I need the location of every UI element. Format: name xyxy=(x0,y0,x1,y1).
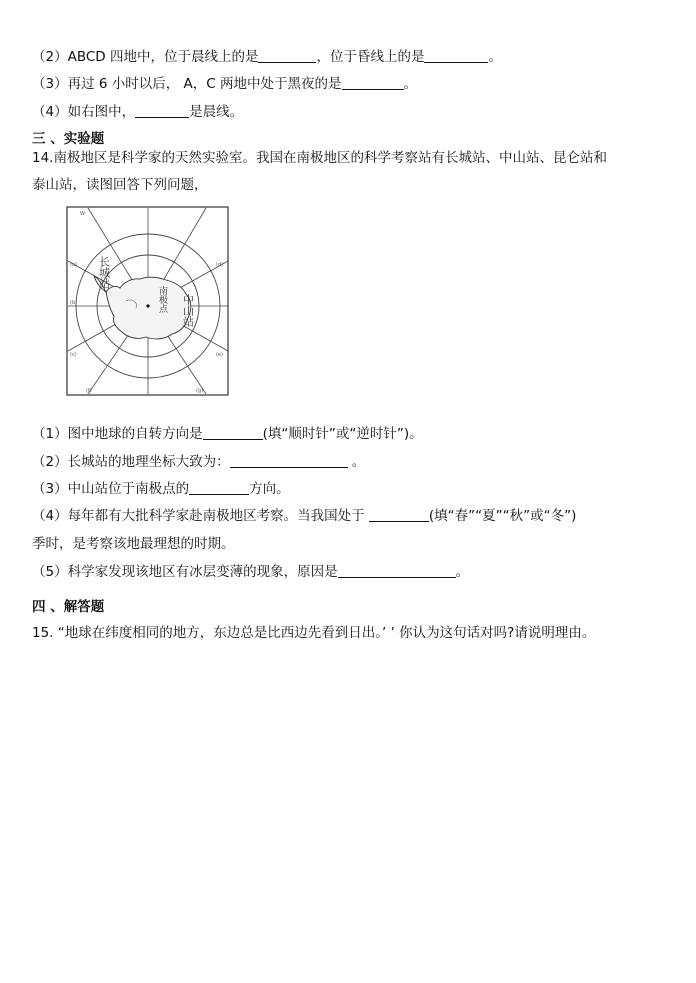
q14-sub-2-prefix: （2）长城站的地理坐标大致为： xyxy=(32,454,230,470)
section-4-title: 四 、解答题 xyxy=(32,599,105,615)
answer-blank[interactable] xyxy=(189,480,249,495)
answer-blank[interactable] xyxy=(203,425,263,440)
antarctica-map xyxy=(66,206,229,396)
q-prev-item-4 xyxy=(32,103,243,121)
q14-sub-3 xyxy=(32,480,290,498)
q-prev-item-2-prefix: （2）ABCD 四地中，位于晨线上的是 xyxy=(32,49,259,65)
q-prev-item-4-suffix: 是晨线。 xyxy=(189,104,244,120)
map-tick-label: (g) xyxy=(196,388,204,394)
map-tick-label: (d) xyxy=(216,262,224,268)
q14-sub-4 xyxy=(32,507,576,525)
zhongshan-station-label: 中山站 xyxy=(181,294,195,327)
q14-sub-3-prefix: （3）中山站位于南极点的 xyxy=(32,481,190,497)
q14-sub-5 xyxy=(32,563,469,581)
q-prev-item-2-suffix: 。 xyxy=(488,49,502,65)
answer-blank[interactable] xyxy=(338,563,456,578)
q14-sub-4-prefix: （4）每年都有大批科学家赴南极地区考察。当我国处于 xyxy=(32,508,369,524)
map-tick-label: (c) xyxy=(70,352,77,358)
answer-blank[interactable] xyxy=(230,453,348,468)
south-pole-point xyxy=(146,304,149,307)
answer-blank[interactable] xyxy=(369,507,429,522)
map-tick-label: (e) xyxy=(216,352,223,358)
antarctica-map-svg xyxy=(66,206,229,396)
q14-sub-4-line-2: 季时，是考察该地最理想的时期。 xyxy=(32,536,235,552)
q14-sub-1-suffix: (填“顺时针”或“逆时针”)。 xyxy=(262,426,423,442)
answer-blank[interactable] xyxy=(342,75,404,90)
south-pole-label: 南极点 xyxy=(157,286,167,313)
q14-stem-line-2: 泰山站，读图回答下列问题， xyxy=(32,177,208,193)
answer-blank[interactable] xyxy=(424,48,488,63)
answer-blank[interactable] xyxy=(135,103,189,118)
q14-sub-1 xyxy=(32,425,423,443)
q14-sub-1-prefix: （1）图中地球的自转方向是 xyxy=(32,426,203,442)
map-tick-label: W xyxy=(80,211,85,217)
q14-sub-2-suffix: 。 xyxy=(347,454,366,470)
changcheng-station-label: 长城站 xyxy=(97,256,111,289)
q14-sub-5-suffix: 。 xyxy=(455,564,470,580)
q-prev-item-2 xyxy=(32,48,502,66)
q-prev-item-2-mid: ，位于昏线上的是 xyxy=(316,49,425,65)
q-prev-item-3-suffix: 。 xyxy=(403,76,418,92)
section-3-title: 三 、实验题 xyxy=(32,131,105,147)
map-tick-label: (a) xyxy=(70,262,77,268)
q14-sub-3-suffix: 方向。 xyxy=(249,481,290,497)
q14-sub-4-suffix: (填“春”“夏”“秋”或“冬”) xyxy=(428,508,577,524)
q14-sub-5-prefix: （5）科学家发现该地区有冰层变薄的现象，原因是 xyxy=(32,564,338,580)
q-prev-item-4-prefix: （4）如右图中， xyxy=(32,104,136,120)
q14-stem-line-1: 14.南极地区是科学家的天然实验室。我国在南极地区的科学考察站有长城站、中山站、昆仑站和 xyxy=(32,150,607,166)
map-tick-label: (b) xyxy=(70,300,78,306)
q-prev-item-3-prefix: （3）再过 6 小时以后， A，C 两地中处于黑夜的是 xyxy=(32,76,342,92)
q-prev-item-3 xyxy=(32,75,417,93)
q15-stem: 15. “地球在纬度相同的地方，东边总是比西边先看到日出。’ ’ 你认为这句话对吗?请说明理由。 xyxy=(32,625,596,641)
answer-blank[interactable] xyxy=(258,48,316,63)
map-tick-label: (f) xyxy=(86,388,92,394)
q14-sub-2 xyxy=(32,453,365,471)
